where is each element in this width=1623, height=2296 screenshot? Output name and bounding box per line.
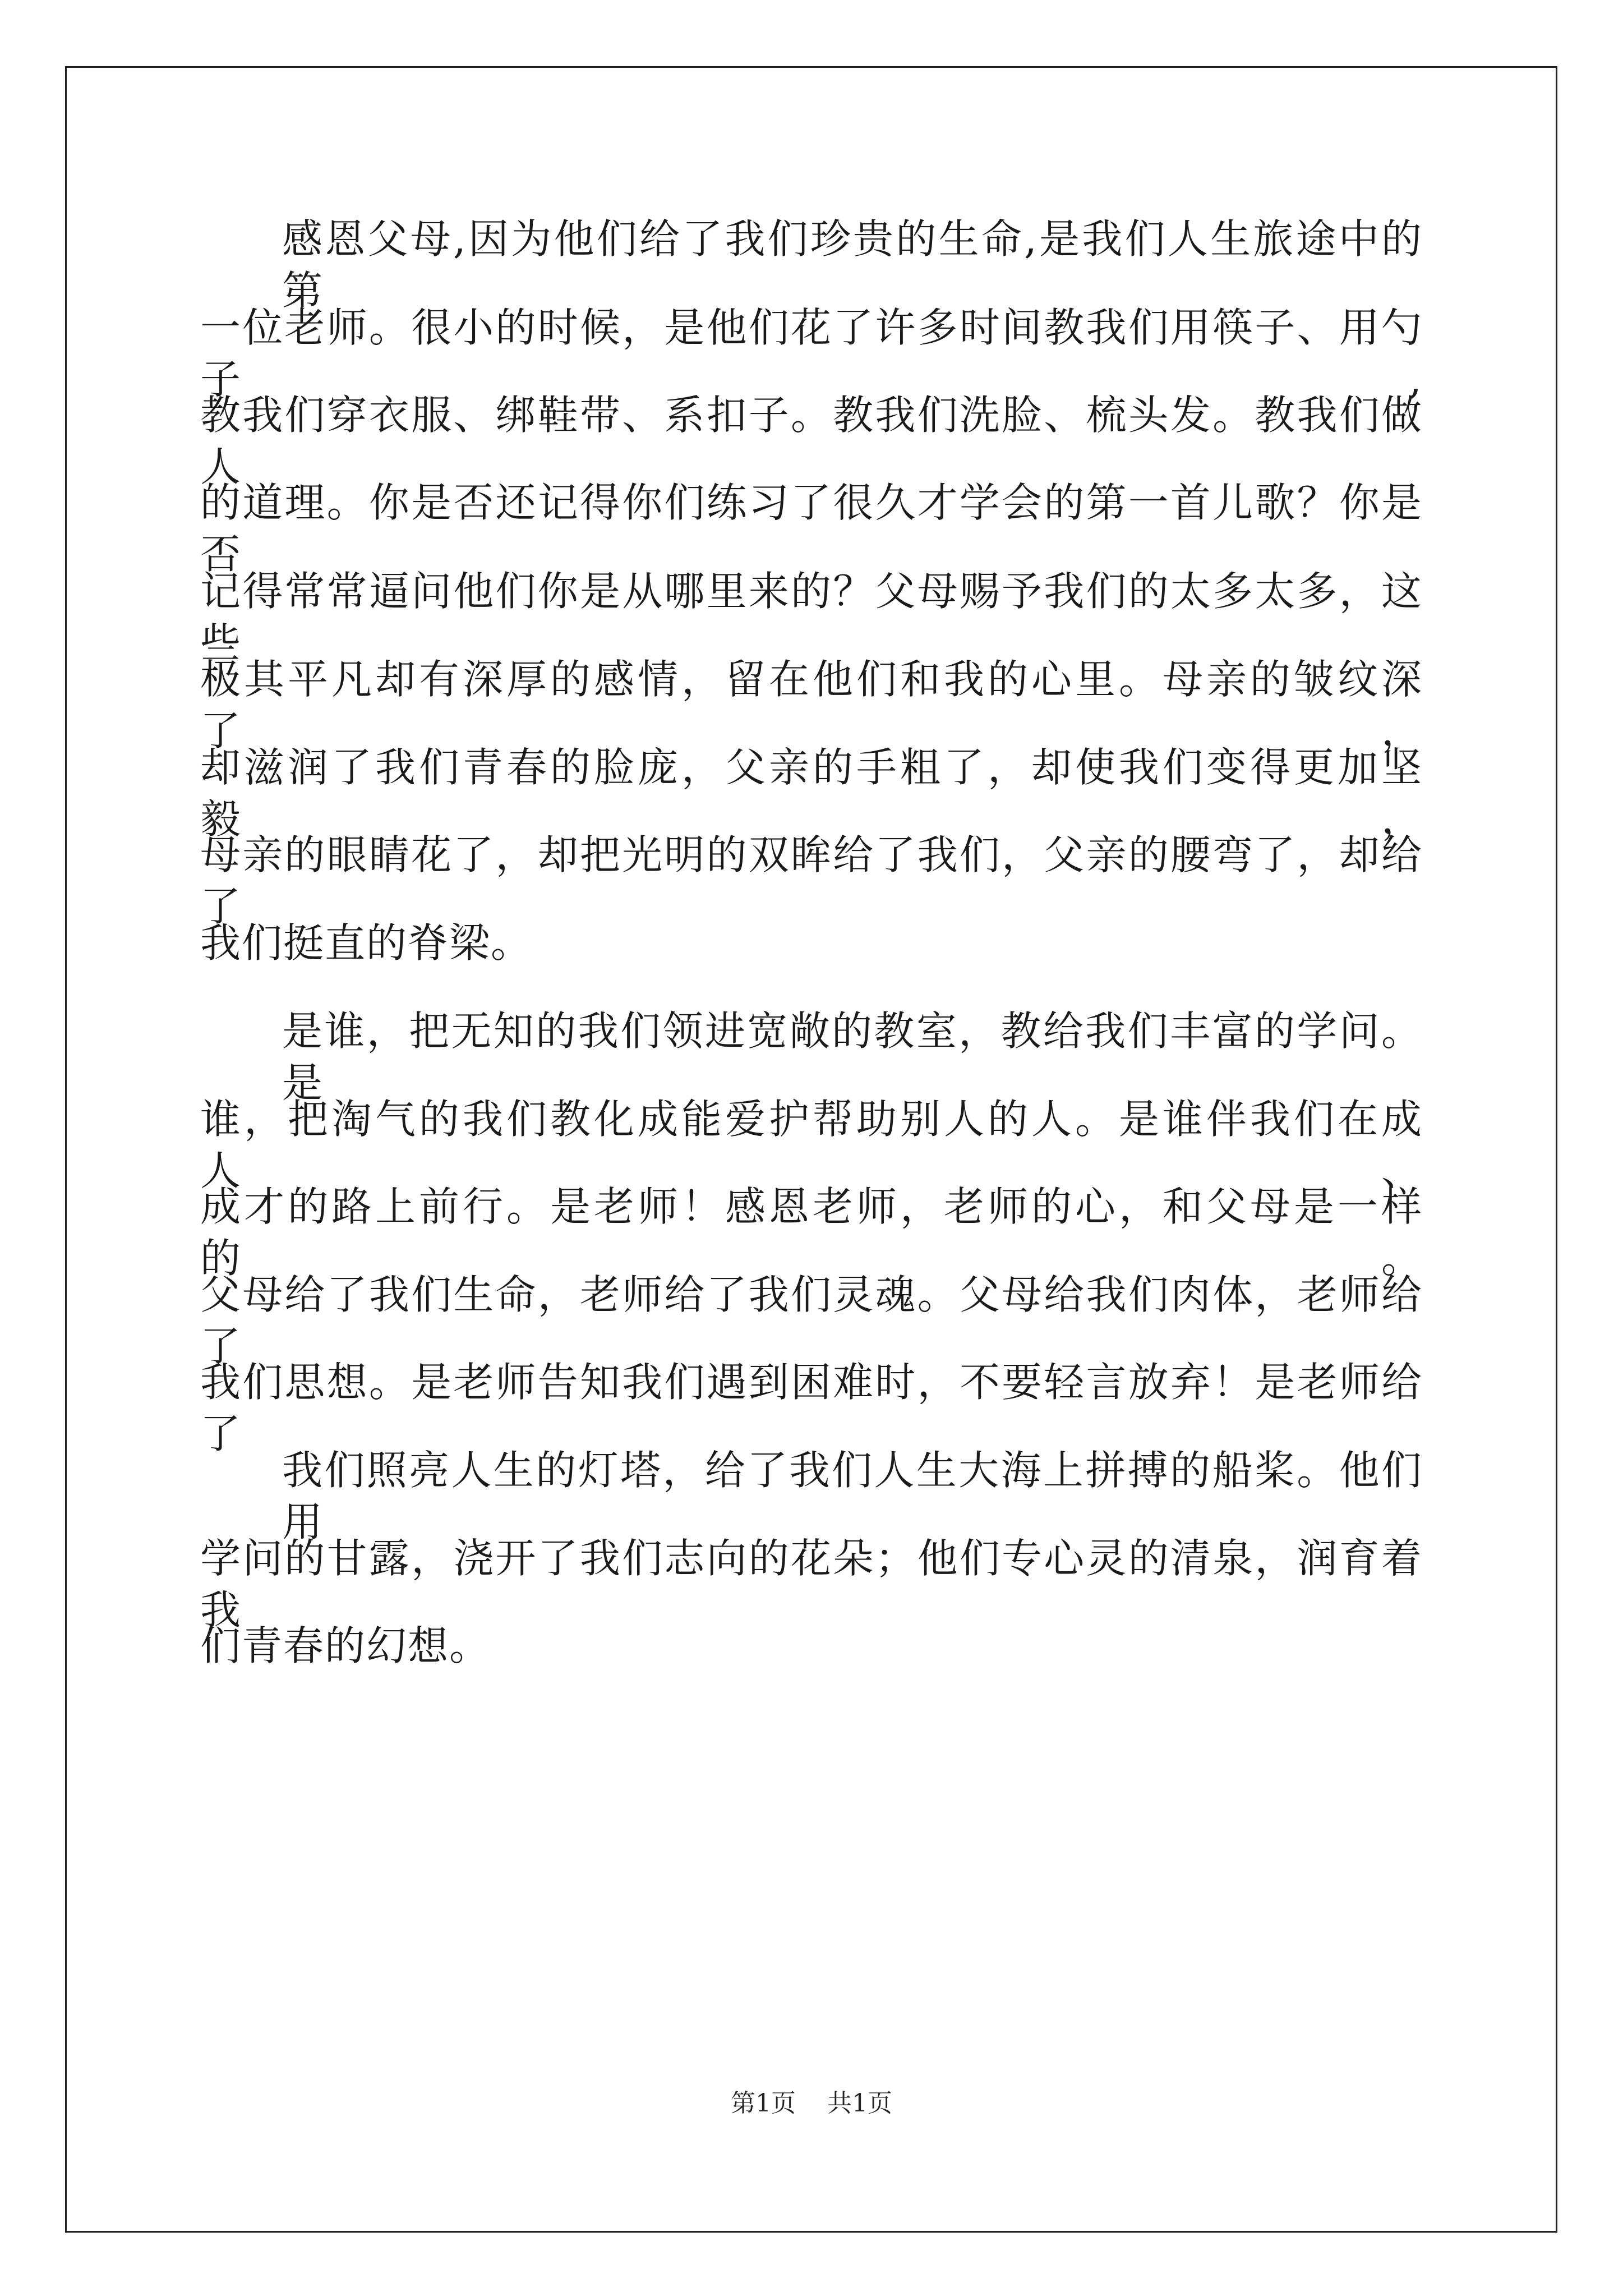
- paragraph-1-line-9: 我们挺直的脊梁。: [200, 919, 533, 967]
- paragraph-2-line-1: 是谁，把无知的我们领进宽敞的教室，教给我们丰富的学问。是: [282, 1007, 1423, 1106]
- paragraph-1-line-4: 的道理。你是否还记得你们练习了很久才学会的第一首儿歌？你是否: [200, 479, 1423, 578]
- paragraph-1-line-3: 教我们穿衣服、绑鞋带、系扣子。教我们洗脸、梳头发。教我们做人: [200, 392, 1423, 490]
- paragraph-2-line-5: 我们思想。是老师告知我们遇到困难时，不要轻言放弃！是老师给了: [200, 1359, 1423, 1457]
- paragraph-2-line-2: 谁，把淘气的我们教化成能爱护帮助别人的人。是谁伴我们在成人、: [200, 1096, 1423, 1194]
- paragraph-1-line-2: 一位老师。很小的时候，是他们花了许多时间教我们用筷子、用勺子,: [200, 304, 1423, 403]
- paragraph-1-line-8: 母亲的眼睛花了，却把光明的双眸给了我们，父亲的腰弯了，却给了: [200, 831, 1423, 930]
- page-number: 第1页: [731, 2089, 796, 2118]
- paragraph-1-line-6: 极其平凡却有深厚的感情，留在他们和我的心里。母亲的皱纹深了，: [200, 656, 1423, 754]
- paragraph-2-line-4: 父母给了我们生命，老师给了我们灵魂。父母给我们肉体，老师给了: [200, 1271, 1423, 1370]
- paragraph-1-line-7: 却滋润了我们青春的脸庞，父亲的手粗了，却使我们变得更加坚毅，: [200, 744, 1423, 843]
- paragraph-3-line-2: 学问的甘露，浇开了我们志向的花朵；他们专心灵的清泉，润育着我: [200, 1535, 1423, 1634]
- paragraph-1-line-5: 记得常常逼问他们你是从哪里来的？父母赐予我们的太多太多，这些: [200, 568, 1423, 666]
- page-total: 共1页: [827, 2089, 892, 2118]
- paragraph-2-line-3: 成才的路上前行。是老师！感恩老师，老师的心，和父母是一样的。: [200, 1183, 1423, 1282]
- page-footer: [0, 2088, 1623, 2119]
- paragraph-3-line-1: 我们照亮人生的灯塔，给了我们人生大海上拼搏的船桨。他们用: [282, 1447, 1423, 1545]
- paragraph-3-line-3: 们青春的幻想。: [200, 1622, 491, 1669]
- paragraph-1-line-1: 感恩父母,因为他们给了我们珍贵的生命,是我们人生旅途中的第: [282, 215, 1423, 314]
